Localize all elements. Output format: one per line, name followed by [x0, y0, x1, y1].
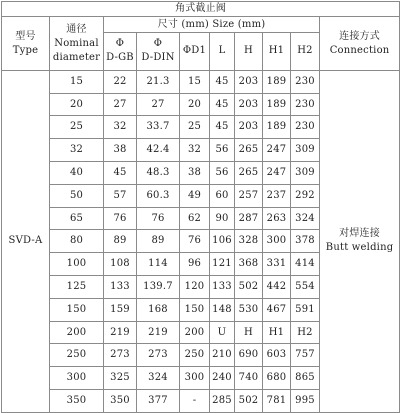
h-cell: 203	[235, 116, 263, 139]
phi-gb-cell: 45	[104, 162, 137, 185]
l-cell: 45	[210, 70, 235, 93]
nominal-cell: 40	[50, 162, 104, 185]
h1-cell: 603	[263, 344, 291, 367]
h2-cell: 591	[291, 298, 320, 321]
h2-cell: 309	[291, 139, 320, 162]
l-cell: 56	[210, 139, 235, 162]
phi-din-cell: 219	[137, 321, 180, 344]
phi-d1-cell: 76	[180, 230, 210, 253]
h2-cell: 995	[291, 390, 320, 413]
phi-d1-cell: 38	[180, 162, 210, 185]
h-cell: 530	[235, 298, 263, 321]
connection-value-en: Butt welding	[325, 242, 394, 254]
h1-cell: 247	[263, 162, 291, 185]
h-cell: 287	[235, 207, 263, 230]
h1-cell: 300	[263, 230, 291, 253]
h-cell: 502	[235, 390, 263, 413]
l-cell: 210	[210, 344, 235, 367]
l-cell: 56	[210, 162, 235, 185]
nominal-header-en-2: diameter	[52, 51, 101, 63]
phi-d1-cell: 25	[180, 116, 210, 139]
l-cell: 106	[210, 230, 235, 253]
phi-din-cell: 33.7	[137, 116, 180, 139]
nominal-cell: 300	[50, 367, 104, 390]
nominal-cell: 350	[50, 390, 104, 413]
phi-d1-cell: 150	[180, 298, 210, 321]
nominal-header-cn: 通径	[66, 23, 87, 35]
size-group-header: 尺寸 (mm) Size (mm)	[104, 17, 320, 32]
h-cell: 690	[235, 344, 263, 367]
spec-table	[1, 1, 400, 413]
h1-cell: 189	[263, 93, 291, 116]
phi-din-cell: 76	[137, 207, 180, 230]
h2-cell: 230	[291, 93, 320, 116]
h1-cell: 263	[263, 207, 291, 230]
phi-din-cell: 139.7	[137, 276, 180, 299]
header-row-1	[2, 17, 400, 32]
h2-cell: 230	[291, 70, 320, 93]
h-cell: 368	[235, 253, 263, 276]
phi-gb-cell: 38	[104, 139, 137, 162]
phi-gb-cell: 159	[104, 298, 137, 321]
nominal-cell: 100	[50, 253, 104, 276]
table-row	[2, 70, 400, 93]
phi-din-cell: 60.3	[137, 184, 180, 207]
phi-din-cell: 27	[137, 93, 180, 116]
l-cell: 45	[210, 93, 235, 116]
phi-d1-cell: 200	[180, 321, 210, 344]
phi-din-cell: 114	[137, 253, 180, 276]
phi-din-cell: 42.4	[137, 139, 180, 162]
phi-gb-cell: 133	[104, 276, 137, 299]
phi-gb-cell: 108	[104, 253, 137, 276]
phi-d1-cell: 20	[180, 93, 210, 116]
l-cell: 285	[210, 390, 235, 413]
h-cell: 328	[235, 230, 263, 253]
table-title: 角式截止阀	[2, 2, 400, 17]
phi-din-symbol: Φ	[153, 38, 163, 50]
phi-d1-header: ΦD1	[180, 32, 210, 70]
h1-header: H1	[263, 32, 291, 70]
connection-value-cn: 对焊连接	[339, 228, 380, 240]
h2-cell: 230	[291, 116, 320, 139]
type-header	[2, 17, 50, 70]
l-header: L	[210, 32, 235, 70]
h2-cell: H2	[291, 321, 320, 344]
l-cell: 133	[210, 276, 235, 299]
h1-cell: 781	[263, 390, 291, 413]
h2-cell: 554	[291, 276, 320, 299]
nominal-cell: 125	[50, 276, 104, 299]
nominal-cell: 20	[50, 93, 104, 116]
phi-gb-cell: 57	[104, 184, 137, 207]
h2-cell: 292	[291, 184, 320, 207]
phi-din-cell: 21.3	[137, 70, 180, 93]
phi-d1-cell: 62	[180, 207, 210, 230]
connection-value-cell	[320, 70, 400, 412]
nominal-header-en-1: Nominal	[54, 37, 99, 49]
nominal-cell: 200	[50, 321, 104, 344]
nominal-cell: 65	[50, 207, 104, 230]
h1-cell: H1	[263, 321, 291, 344]
phi-d1-cell: 250	[180, 344, 210, 367]
phi-gb-cell: 27	[104, 93, 137, 116]
h1-cell: 442	[263, 276, 291, 299]
h1-cell: 247	[263, 139, 291, 162]
phi-gb-cell: 219	[104, 321, 137, 344]
phi-d1-cell: 32	[180, 139, 210, 162]
title-row	[2, 2, 400, 17]
l-cell: 90	[210, 207, 235, 230]
l-cell: 148	[210, 298, 235, 321]
phi-d1-cell: 15	[180, 70, 210, 93]
phi-d1-cell: 300	[180, 367, 210, 390]
phi-din-cell: 48.3	[137, 162, 180, 185]
h-cell: 257	[235, 184, 263, 207]
nominal-cell: 50	[50, 184, 104, 207]
phi-din-cell: 377	[137, 390, 180, 413]
h2-cell: 865	[291, 367, 320, 390]
phi-din-cell: 89	[137, 230, 180, 253]
h-cell: 740	[235, 367, 263, 390]
h1-cell: 680	[263, 367, 291, 390]
phi-d1-cell: 96	[180, 253, 210, 276]
h1-cell: 467	[263, 298, 291, 321]
h-cell: 265	[235, 139, 263, 162]
h1-cell: 189	[263, 70, 291, 93]
l-cell: 240	[210, 367, 235, 390]
phi-gb-cell: 273	[104, 344, 137, 367]
phi-gb-cell: 22	[104, 70, 137, 93]
h2-cell: 324	[291, 207, 320, 230]
l-cell: 60	[210, 184, 235, 207]
phi-d1-cell: 120	[180, 276, 210, 299]
phi-din-cell: 168	[137, 298, 180, 321]
l-cell: 45	[210, 116, 235, 139]
phi-gb-label: D-GB	[106, 52, 134, 64]
h2-cell: 414	[291, 253, 320, 276]
nominal-cell: 15	[50, 70, 104, 93]
phi-gb-cell: 32	[104, 116, 137, 139]
nominal-cell: 25	[50, 116, 104, 139]
type-value-cell: SVD-A	[2, 70, 50, 412]
nominal-header	[50, 17, 104, 70]
phi-gb-cell: 325	[104, 367, 137, 390]
phi-din-label: D-DIN	[141, 52, 175, 64]
phi-gb-cell: 89	[104, 230, 137, 253]
h2-header: H2	[291, 32, 320, 70]
type-header-cn: 型号	[15, 30, 36, 42]
phi-gb-cell: 76	[104, 207, 137, 230]
h-cell: 265	[235, 162, 263, 185]
h-cell: 502	[235, 276, 263, 299]
h1-cell: 237	[263, 184, 291, 207]
h-cell: H	[235, 321, 263, 344]
h2-cell: 378	[291, 230, 320, 253]
connection-header-cn: 连接方式	[339, 30, 380, 42]
phi-d1-cell: -	[180, 390, 210, 413]
phi-gb-header	[104, 32, 137, 70]
l-cell: 121	[210, 253, 235, 276]
phi-gb-cell: 350	[104, 390, 137, 413]
h-cell: 203	[235, 93, 263, 116]
h-header: H	[235, 32, 263, 70]
connection-header	[320, 17, 400, 70]
phi-din-cell: 273	[137, 344, 180, 367]
h2-cell: 309	[291, 162, 320, 185]
type-header-en: Type	[12, 44, 39, 56]
h2-cell: 757	[291, 344, 320, 367]
phi-din-header	[137, 32, 180, 70]
h1-cell: 189	[263, 116, 291, 139]
nominal-cell: 250	[50, 344, 104, 367]
connection-header-en: Connection	[329, 44, 390, 56]
l-cell: U	[210, 321, 235, 344]
h-cell: 203	[235, 70, 263, 93]
phi-gb-symbol: Φ	[115, 38, 125, 50]
phi-d1-cell: 49	[180, 184, 210, 207]
nominal-cell: 150	[50, 298, 104, 321]
phi-din-cell: 324	[137, 367, 180, 390]
nominal-cell: 80	[50, 230, 104, 253]
nominal-cell: 32	[50, 139, 104, 162]
h1-cell: 331	[263, 253, 291, 276]
